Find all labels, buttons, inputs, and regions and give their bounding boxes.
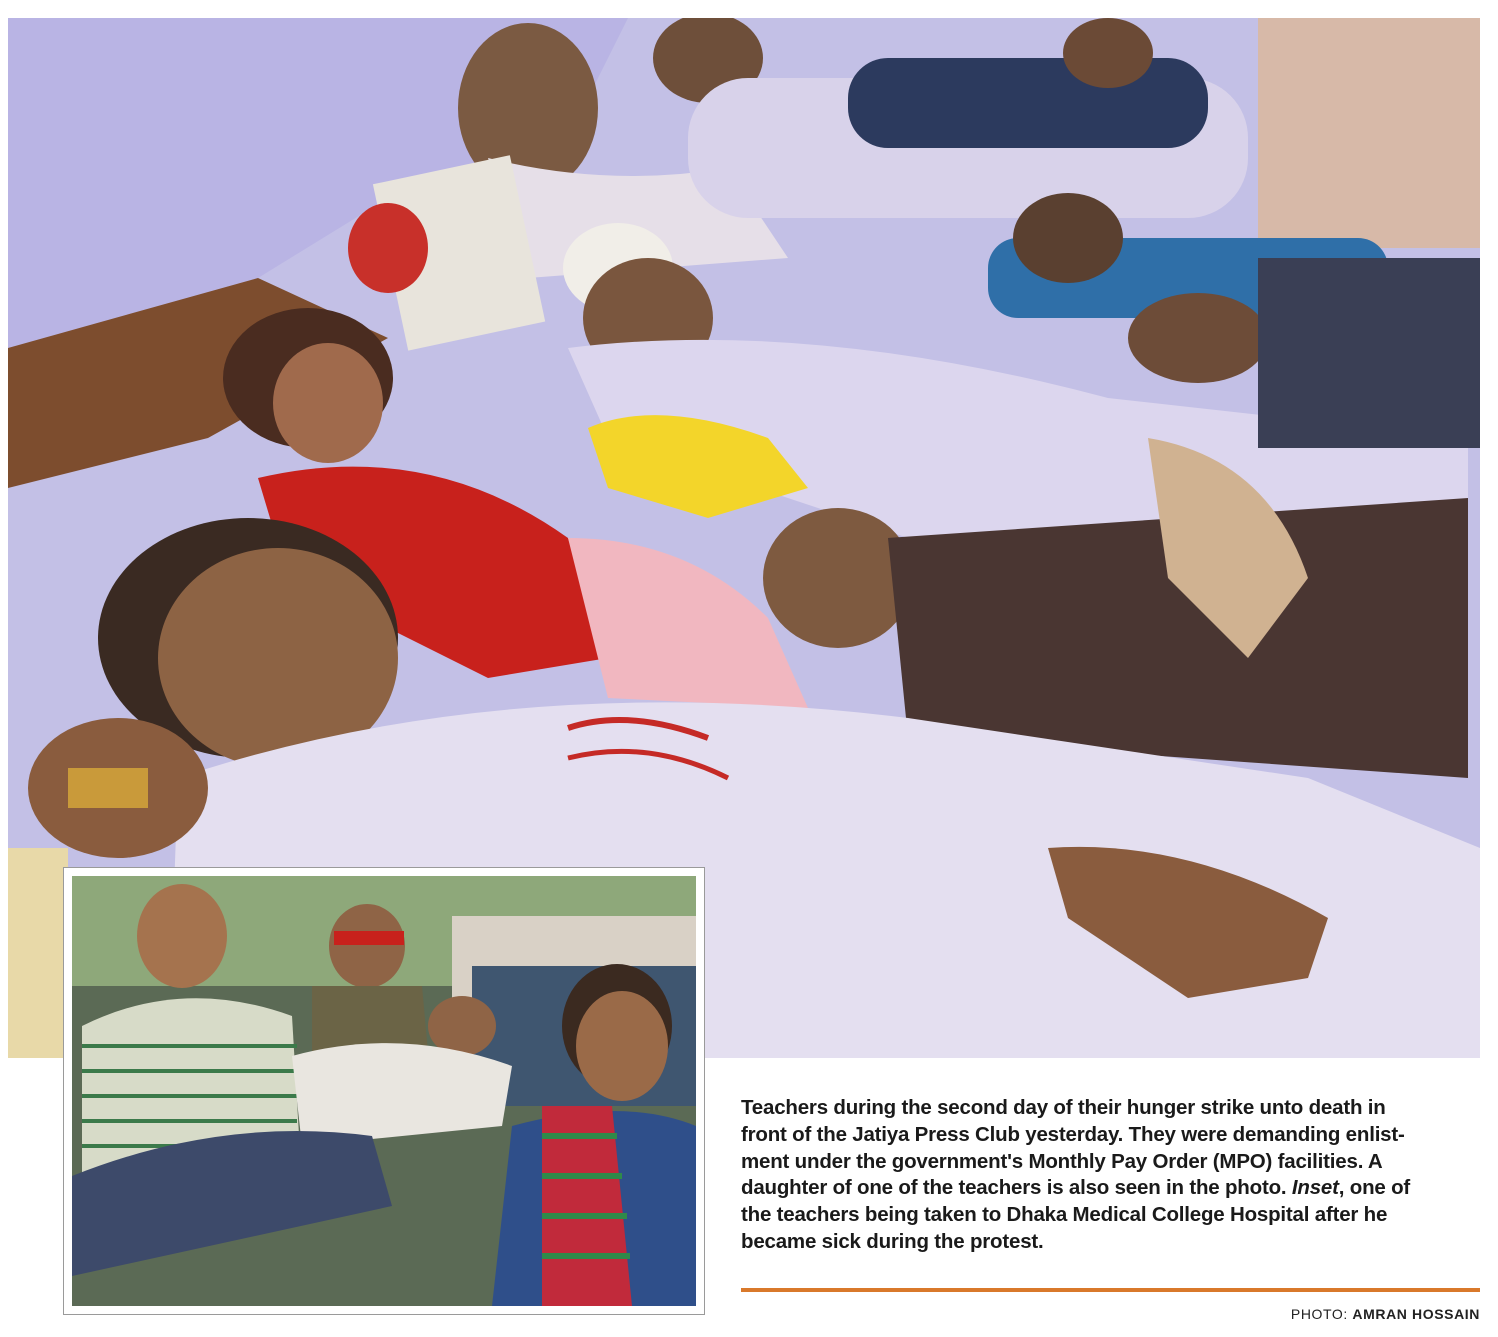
caption-line-4 — [741, 1175, 1481, 1202]
photo-credit-label: PHOTO: — [1290, 1306, 1353, 1322]
photo-credit — [1291, 1306, 1480, 1322]
caption-line-4-end: , one of — [1338, 1176, 1411, 1200]
caption-line-3: ment under the government's Monthly Pay Order (MPO) facilities. A — [741, 1149, 1383, 1173]
photo-credit-name: AMRAN HOSSAIN — [1352, 1306, 1480, 1322]
caption-line-5: the teachers being taken to Dhaka Medical College Hospital after he — [741, 1203, 1388, 1227]
inset-photo — [64, 868, 704, 1314]
caption-line-4-start: daughter of one of the teachers is also seen in the photo. — [741, 1176, 1292, 1200]
caption-line-2: front of the Jatiya Press Club yesterday. They were demanding enlist- — [741, 1122, 1405, 1146]
caption-line-1: Teachers during the second day of their hunger strike unto death in — [741, 1096, 1386, 1119]
inset-photo-image — [72, 876, 696, 1306]
inset-photo-illustration — [72, 876, 696, 1306]
photo-caption — [741, 1095, 1481, 1256]
caption-inset-word: Inset — [1291, 1176, 1339, 1200]
caption-line-6: became sick during the protest. — [741, 1229, 1044, 1253]
caption-divider — [741, 1288, 1480, 1292]
